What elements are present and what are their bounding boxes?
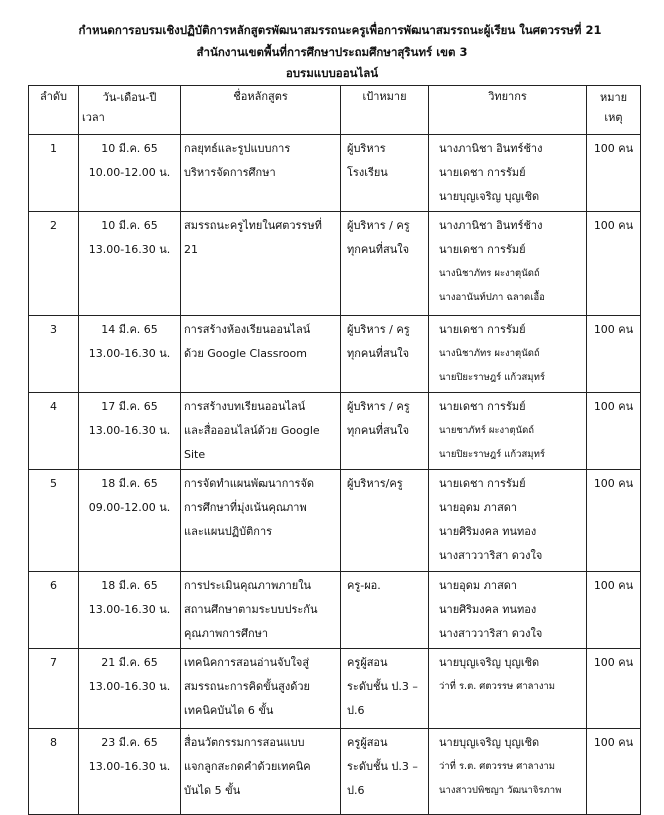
- target-line: โรงเรียน: [347, 166, 388, 179]
- cell-speakers: [429, 135, 587, 212]
- row-note: 100 คน: [593, 219, 634, 232]
- row-time: 13.00-16.30 น.: [88, 424, 171, 437]
- target-line: ครู-ผอ.: [347, 579, 381, 592]
- speaker-name: นายปิยะราษฎร์ แก้วสมุทร์: [439, 372, 545, 383]
- speaker-name: นายเดชา การรัมย์: [439, 477, 526, 490]
- row-time: 13.00-16.30 น.: [88, 680, 171, 693]
- speaker-name: นายบุญเจริญ บุญเชิด: [439, 656, 540, 669]
- row-note: 100 คน: [593, 323, 634, 336]
- course-line: สมรรถนะครูไทยในศตวรรษที่: [184, 219, 322, 232]
- row-number: 6: [50, 579, 57, 592]
- row-date: 10 มี.ค. 65: [101, 142, 158, 155]
- target-line: ผู้บริหาร / ครู: [347, 219, 410, 232]
- speaker-name: นางอานันท์ปภา ฉลาดเอื้อ: [439, 292, 545, 303]
- cell-note: [587, 470, 641, 572]
- target-line: ผู้บริหาร/ครู: [347, 477, 403, 490]
- table-row: [29, 470, 641, 572]
- course-line: คุณภาพการศึกษา: [184, 627, 269, 640]
- cell-speakers: [429, 649, 587, 729]
- course-line: การสร้างห้องเรียนออนไลน์: [184, 323, 311, 336]
- header-course: ชื่อหลักสูตร: [181, 86, 341, 135]
- cell-no: [29, 649, 79, 729]
- row-time: 09.00-12.00 น.: [88, 501, 171, 514]
- cell-speakers: [429, 316, 587, 393]
- row-number: 2: [50, 219, 57, 232]
- header-speakers: วิทยากร: [429, 86, 587, 135]
- row-time: 13.00-16.30 น.: [88, 760, 171, 773]
- cell-no: [29, 572, 79, 649]
- row-number: 8: [50, 736, 57, 749]
- cell-note: [587, 212, 641, 316]
- course-line: การสร้างบทเรียนออนไลน์: [184, 400, 306, 413]
- speaker-name: ว่าที่ ร.ต. ศตวรรษ ศาลางาม: [439, 761, 556, 772]
- row-date: 23 มี.ค. 65: [101, 736, 158, 749]
- course-line: การประเมินคุณภาพภายใน: [184, 579, 312, 592]
- cell-note: [587, 729, 641, 815]
- course-line: กลยุทธ์และรูปแบบการ: [184, 142, 291, 155]
- header-date: วัน-เดือน-ปี เวลา: [79, 86, 181, 135]
- target-line: ผู้บริหาร: [347, 142, 386, 155]
- row-note: 100 คน: [593, 142, 634, 155]
- course-line: บริหารจัดการศึกษา: [184, 166, 276, 179]
- speaker-name: นางนิชาภัทร ผะงาตุนัดถ์: [439, 348, 540, 359]
- cell-target: [341, 316, 429, 393]
- course-line: และสื่อออนไลน์ด้วย Google: [184, 424, 320, 437]
- table-row: [29, 212, 641, 316]
- cell-course: [181, 572, 341, 649]
- cell-note: [587, 572, 641, 649]
- table-row: [29, 135, 641, 212]
- cell-date: [79, 729, 181, 815]
- speaker-name: นางสาวปพิชญา วัฒนาจิรภาพ: [439, 785, 562, 796]
- header-note: หมาย เหตุ: [587, 86, 641, 135]
- row-date: 17 มี.ค. 65: [101, 400, 158, 413]
- cell-no: [29, 470, 79, 572]
- cell-speakers: [429, 572, 587, 649]
- target-line: ระดับชั้น ป.3 –: [347, 760, 418, 773]
- table-row: [29, 572, 641, 649]
- cell-no: [29, 316, 79, 393]
- row-date: 18 มี.ค. 65: [101, 477, 158, 490]
- target-line: ครูผู้สอน: [347, 736, 388, 749]
- cell-date: [79, 572, 181, 649]
- speaker-name: นางภานิชา อินทร์ช้าง: [439, 219, 543, 232]
- document-title: กำหนดการอบรมเชิงปฏิบัติการหลักสูตรพัฒนาสมรรถนะครูเพื่อการพัฒนาสมรรถนะผู้เรียน ในศตวรรษที่ 21: [78, 23, 602, 37]
- cell-date: [79, 649, 181, 729]
- target-line: ระดับชั้น ป.3 –: [347, 680, 418, 693]
- cell-speakers: [429, 393, 587, 470]
- speaker-name: นายเดชา การรัมย์: [439, 400, 526, 413]
- course-line: สถานศึกษาตามระบบประกัน: [184, 603, 318, 616]
- cell-date: [79, 212, 181, 316]
- cell-target: [341, 572, 429, 649]
- row-time: 13.00-16.30 น.: [88, 603, 171, 616]
- target-line: ป.6: [347, 704, 365, 717]
- target-line: ทุกคนที่สนใจ: [347, 424, 410, 437]
- row-note: 100 คน: [593, 477, 634, 490]
- cell-no: [29, 393, 79, 470]
- target-line: ผู้บริหาร / ครู: [347, 323, 410, 336]
- speaker-name: นายปิยะราษฎร์ แก้วสมุทร์: [439, 449, 545, 460]
- speaker-name: นางสาววาริสา ดวงใจ: [439, 627, 543, 640]
- target-line: ผู้บริหาร / ครู: [347, 400, 410, 413]
- row-number: 3: [50, 323, 57, 336]
- target-line: ครูผู้สอน: [347, 656, 388, 669]
- cell-no: [29, 212, 79, 316]
- row-note: 100 คน: [593, 736, 634, 749]
- row-date: 21 มี.ค. 65: [101, 656, 158, 669]
- course-line: ด้วย Google Classroom: [184, 347, 307, 360]
- cell-speakers: [429, 470, 587, 572]
- row-date: 14 มี.ค. 65: [101, 323, 158, 336]
- speaker-name: นายเดชา การรัมย์: [439, 243, 526, 256]
- row-date: 10 มี.ค. 65: [101, 219, 158, 232]
- cell-course: [181, 649, 341, 729]
- cell-note: [587, 316, 641, 393]
- cell-note: [587, 393, 641, 470]
- cell-speakers: [429, 212, 587, 316]
- course-line: Site: [184, 448, 206, 461]
- course-line: เทคนิคบันได 6 ขั้น: [184, 704, 274, 717]
- cell-speakers: [429, 729, 587, 815]
- course-line: สมรรถนะการคิดขั้นสูงด้วย: [184, 680, 311, 693]
- schedule-table: [28, 85, 641, 815]
- course-line: และแผนปฏิบัติการ: [184, 525, 273, 538]
- target-line: ทุกคนที่สนใจ: [347, 347, 410, 360]
- speaker-name: นายบุญเจริญ บุญเชิด: [439, 190, 540, 203]
- row-number: 1: [50, 142, 57, 155]
- cell-course: [181, 135, 341, 212]
- document-mode: อบรมแบบออนไลน์: [285, 66, 379, 80]
- cell-target: [341, 729, 429, 815]
- cell-note: [587, 649, 641, 729]
- target-line: ป.6: [347, 784, 365, 797]
- cell-date: [79, 393, 181, 470]
- cell-date: [79, 470, 181, 572]
- course-line: สื่อนวัตกรรมการสอนแบบ: [184, 736, 305, 749]
- cell-note: [587, 135, 641, 212]
- speaker-name: นางนิชาภัทร ผะงาตุนัดถ์: [439, 268, 540, 279]
- row-time: 13.00-16.30 น.: [88, 347, 171, 360]
- cell-target: [341, 212, 429, 316]
- speaker-name: นายเดชา การรัมย์: [439, 323, 526, 336]
- cell-target: [341, 470, 429, 572]
- cell-no: [29, 729, 79, 815]
- table-header-row: [29, 86, 641, 135]
- cell-no: [29, 135, 79, 212]
- speaker-name: ว่าที่ ร.ต. ศตวรรษ ศาลางาม: [439, 681, 556, 692]
- speaker-name: นายอุดม ภาสดา: [439, 579, 518, 592]
- row-time: 13.00-16.30 น.: [88, 243, 171, 256]
- row-note: 100 คน: [593, 579, 634, 592]
- cell-target: [341, 393, 429, 470]
- speaker-name: นายอุดม ภาสดา: [439, 501, 518, 514]
- speaker-name: นายชาภัทร์ ผะงาตุนัดถ์: [439, 425, 535, 436]
- target-line: ทุกคนที่สนใจ: [347, 243, 410, 256]
- speaker-name: นายศิริมงคล ทนทอง: [439, 525, 537, 538]
- course-line: การจัดทำแผนพัฒนาการจัด: [184, 477, 315, 490]
- row-number: 5: [50, 477, 57, 490]
- row-time: 10.00-12.00 น.: [88, 166, 171, 179]
- header-target: เป้าหมาย: [341, 86, 429, 135]
- cell-date: [79, 316, 181, 393]
- row-date: 18 มี.ค. 65: [101, 579, 158, 592]
- cell-date: [79, 135, 181, 212]
- course-line: บันได 5 ขั้น: [184, 784, 241, 797]
- row-number: 4: [50, 400, 57, 413]
- course-line: การศึกษาที่มุ่งเน้นคุณภาพ: [184, 501, 307, 514]
- cell-course: [181, 316, 341, 393]
- row-note: 100 คน: [593, 656, 634, 669]
- cell-target: [341, 135, 429, 212]
- course-line: เทคนิคการสอนอ่านจับใจสู่: [184, 656, 310, 669]
- speaker-name: นายเดชา การรัมย์: [439, 166, 526, 179]
- speaker-name: นายศิริมงคล ทนทอง: [439, 603, 537, 616]
- speaker-name: นายบุญเจริญ บุญเชิด: [439, 736, 540, 749]
- table-row: [29, 393, 641, 470]
- table-row: [29, 649, 641, 729]
- cell-course: [181, 470, 341, 572]
- cell-target: [341, 649, 429, 729]
- header-no: ลำดับ: [29, 86, 79, 135]
- cell-course: [181, 729, 341, 815]
- table-row: [29, 729, 641, 815]
- speaker-name: นางสาววาริสา ดวงใจ: [439, 549, 543, 562]
- cell-course: [181, 393, 341, 470]
- document-subtitle: สำนักงานเขตพื้นที่การศึกษาประถมศึกษาสุรินทร์ เขต 3: [196, 45, 468, 59]
- speaker-name: นางภานิชา อินทร์ช้าง: [439, 142, 543, 155]
- table-row: [29, 316, 641, 393]
- row-note: 100 คน: [593, 400, 634, 413]
- course-line: 21: [184, 243, 198, 256]
- row-number: 7: [50, 656, 57, 669]
- cell-course: [181, 212, 341, 316]
- course-line: แจกลูกสะกดคำด้วยเทคนิค: [184, 760, 311, 773]
